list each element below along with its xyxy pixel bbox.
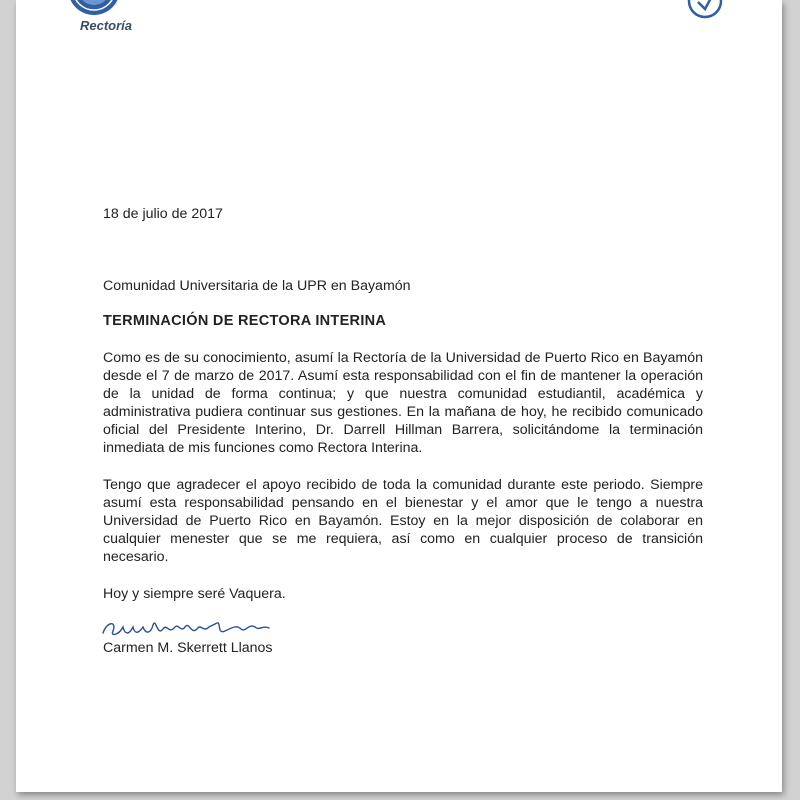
letter-recipient: Comunidad Universitaria de la UPR en Bayamón: [103, 278, 411, 294]
institution-emblem-icon: [686, 0, 724, 20]
letter-page: [16, 0, 782, 792]
letter-body: [103, 205, 703, 657]
university-seal-icon: [67, 0, 121, 16]
letter-subject: TERMINACIÓN DE RECTORA INTERINA: [103, 313, 387, 329]
handwritten-signature: [103, 617, 703, 639]
office-name: Rectoría: [80, 18, 133, 33]
signer-name: Carmen M. Skerrett Llanos: [103, 640, 273, 656]
letter-paragraph-2: Tengo que agradecer el apoyo recibido de toda la comunidad durante este periodo. Siempre asumí esta responsabilidad pensando en el bienestar y el amor que le tengo a nuestra Universidad de Puerto Rico en Bayamón. Estoy en la mejor disposición de colaborar en cualquier menester que se me requiera, así como en cualquier proceso de transición necesario.: [103, 477, 703, 565]
letter-date: 18 de julio de 2017: [103, 206, 223, 222]
letter-paragraph-1: Como es de su conocimiento, asumí la Rectoría de la Universidad de Puerto Rico en Bayamón desde el 7 de marzo de 2017. Asumí esta responsabilidad con el fin de mantener la operación de la unidad de forma continua; y que nuestra comunidad estudiantil, académica y administrativa pudiera continuar sus gestiones. En la mañana de hoy, he recibido comunicado oficial del Presidente Interino, Dr. Darrell Hillman Barrera, solicitándome la terminación inmediata de mis funciones como Rectora Interina.: [103, 350, 703, 456]
letter-closing: Hoy y siempre seré Vaquera.: [103, 586, 286, 602]
